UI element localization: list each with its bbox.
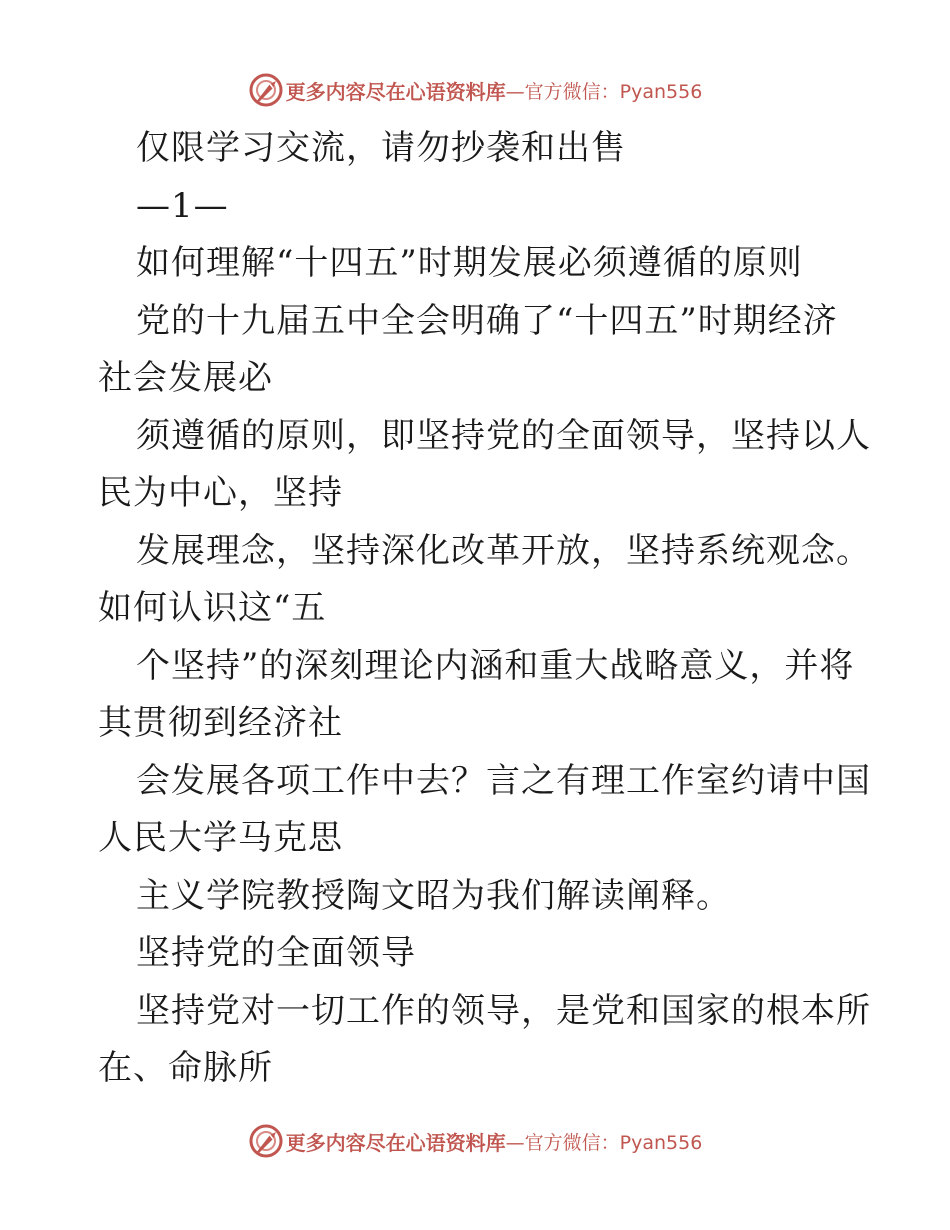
document-line: 主义学院教授陶文昭为我们解读阐释。 — [136, 875, 731, 916]
banner-contact-text: —官方微信：Pyan556 — [505, 1131, 703, 1154]
document-line: 须遵循的原则，即坚持党的全面领导，坚持以人 — [136, 415, 871, 456]
footer-banner — [0, 1121, 950, 1161]
document-line: 在、命脉所 — [98, 1048, 273, 1088]
document-lines — [98, 120, 871, 1098]
pen-nib-logo-icon — [248, 1123, 284, 1159]
document-body — [98, 120, 871, 1098]
document-line: 如何认识这“五 — [98, 588, 327, 628]
document-line: 个坚持”的深刻理论内涵和重大战略意义，并将 — [136, 645, 855, 686]
pen-nib-logo-icon — [248, 72, 284, 108]
document-line: 其贯彻到经济社 — [98, 703, 343, 743]
document-line: 坚持党的全面领导 — [136, 933, 416, 973]
document-line: 发展理念，坚持深化改革开放，坚持系统观念。 — [136, 530, 871, 571]
document-line: 党的十九届五中全会明确了“十四五”时期经济 — [136, 300, 838, 341]
document-line: 社会发展必 — [98, 358, 273, 398]
document-line: 会发展各项工作中去？言之有理工作室约请中国 — [136, 760, 871, 801]
document-line: 民为中心，坚持 — [98, 473, 343, 513]
document-line: 如何理解“十四五”时期发展必须遵循的原则 — [136, 243, 803, 283]
banner-brand-text: 更多内容尽在心语资料库 — [285, 1130, 506, 1155]
header-banner — [0, 70, 950, 110]
banner-brand-text: 更多内容尽在心语资料库 — [285, 79, 506, 104]
document-line: 人民大学马克思 — [98, 818, 343, 858]
document-line: 仅限学习交流，请勿抄袭和出售 — [136, 128, 626, 168]
banner-contact-text: —官方微信：Pyan556 — [505, 80, 703, 103]
document-line: 坚持党对一切工作的领导，是党和国家的根本所 — [136, 990, 871, 1031]
document-line: —1— — [136, 185, 229, 226]
